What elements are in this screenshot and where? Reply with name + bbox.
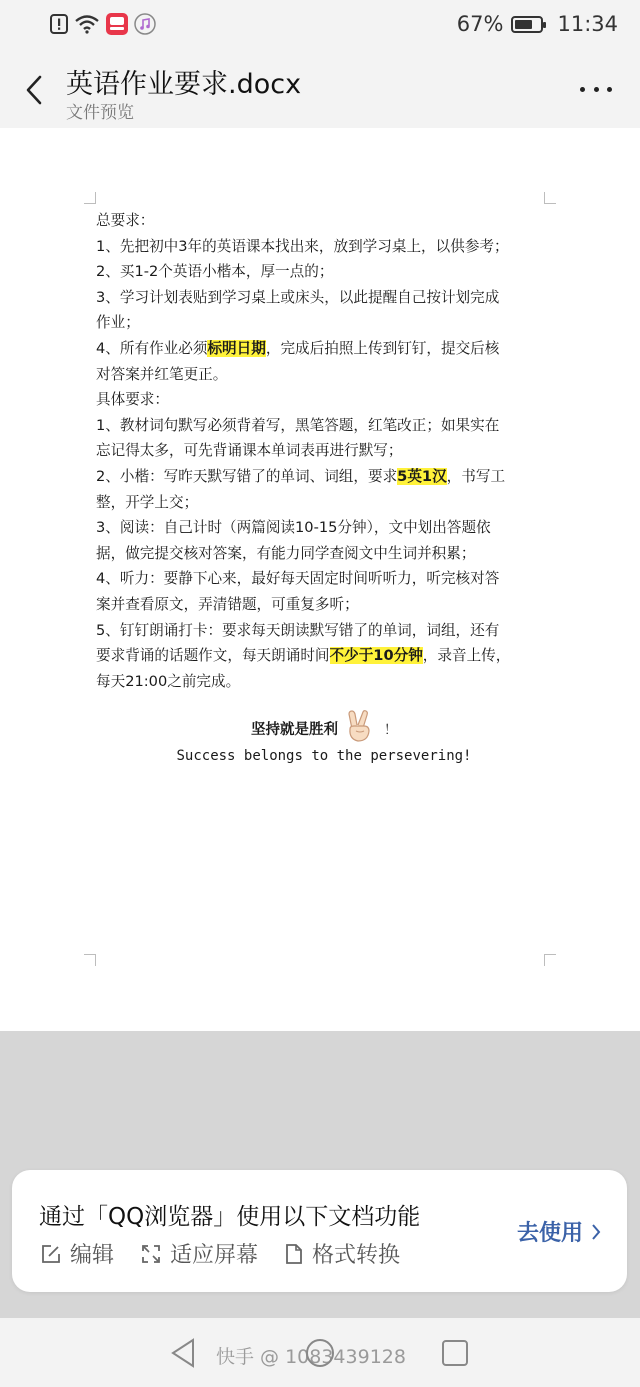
motto [96, 710, 552, 764]
status-bar [0, 0, 640, 52]
more-options-button[interactable] [580, 80, 612, 98]
document-line [96, 643, 552, 669]
line-text: 每天21:00之前完成。 [96, 672, 241, 690]
nav-recents-button[interactable] [438, 1336, 472, 1370]
line-text: 整，开学上交； [96, 493, 199, 511]
feature-list [40, 1238, 400, 1269]
line-text: 忘记得太多，可先背诵课本单词表再进行默写； [96, 442, 403, 460]
document-body [96, 208, 552, 694]
motto-chinese [96, 710, 552, 746]
more-dot-icon [580, 87, 585, 92]
motto-chinese-text: 坚持就是胜利 [250, 721, 338, 738]
line-text: ，完成后拍照上传到钉钉，提交后核 [265, 339, 500, 357]
line-text: 1、教材词句默写必须背着写，黑笔答题，红笔改正；如果实在 [96, 416, 500, 434]
fit-screen-icon [140, 1243, 162, 1265]
document-line [96, 285, 552, 311]
triangle-back-icon [169, 1337, 197, 1369]
document-line [96, 310, 552, 336]
document-line [96, 541, 552, 567]
document-line [96, 259, 552, 285]
document-line [96, 336, 552, 362]
square-recents-icon [440, 1338, 470, 1368]
line-text: ，录音上传， [422, 647, 511, 665]
qq-browser-app-icon [106, 12, 128, 36]
line-text: 4、听力：要静下心来，最好每天固定时间听听力，听完核对答 [96, 570, 500, 588]
line-text: 据，做完提交核对答案，有能力同学查阅文中生词并积累； [96, 544, 476, 562]
highlighted-text: 不少于10分钟 [329, 647, 423, 665]
document-line [96, 515, 552, 541]
line-text: 4、所有作业必须 [96, 339, 208, 357]
line-text: 5、钉钉朗诵打卡：要求每天朗读默写错了的单词，词组，还有 [96, 621, 500, 639]
page-subtitle: 文件预览 [66, 103, 134, 123]
go-use-label: 去使用 [516, 1221, 583, 1246]
back-button[interactable] [16, 70, 52, 110]
document-line [96, 234, 552, 260]
page-corner-mark [544, 954, 556, 966]
system-nav-bar [0, 1318, 640, 1387]
chevron-left-icon [24, 74, 44, 106]
battery-icon [511, 16, 543, 33]
nav-back-button[interactable] [166, 1336, 200, 1370]
document-line [96, 618, 552, 644]
clock: 11:34 [557, 12, 618, 36]
page-title: 英语作业要求.docx [66, 69, 302, 100]
app-header [0, 52, 640, 128]
document-line [96, 438, 552, 464]
victory-hand-icon [344, 709, 374, 747]
more-dot-icon [607, 87, 612, 92]
motto-exclamation: ！ [383, 722, 397, 738]
feature-fit-screen[interactable] [140, 1238, 258, 1269]
feature-convert[interactable] [284, 1238, 400, 1269]
edit-icon [40, 1243, 62, 1265]
line-text: 具体要求： [96, 391, 169, 409]
document-line [96, 208, 552, 234]
nav-home-button[interactable] [303, 1336, 337, 1370]
highlighted-text: 5英1汉 [397, 467, 447, 485]
kuaishou-watermark: 快手 @ 1083439128 [216, 1346, 406, 1368]
feature-edit-label: 编辑 [70, 1243, 115, 1268]
document-line [96, 490, 552, 516]
document-line [96, 362, 552, 388]
wifi-icon [74, 12, 100, 36]
document-page[interactable] [0, 128, 640, 1031]
battery-fill [515, 20, 531, 29]
circle-home-icon [304, 1337, 336, 1369]
line-text: 2、小楷：写昨天默写错了的单词、词组，要求 [96, 467, 398, 485]
feature-fit-screen-label: 适应屏幕 [170, 1243, 259, 1268]
page-corner-mark [84, 954, 96, 966]
page-corner-mark [544, 192, 556, 204]
line-text: 1、先把初中3年的英语课本找出来，放到学习桌上，以供参考； [96, 237, 509, 255]
feature-convert-label: 格式转换 [312, 1243, 401, 1268]
line-text: ，书写工 [446, 467, 506, 485]
sheet-title: 通过「QQ浏览器」使用以下文档功能 [39, 1204, 421, 1230]
line-text: 总要求： [96, 212, 155, 229]
battery-percent: 67% [456, 12, 504, 36]
music-icon [134, 12, 156, 36]
document-icon [284, 1243, 304, 1265]
document-line [96, 592, 552, 618]
highlighted-text: 标明日期 [207, 339, 266, 357]
page-corner-mark [84, 192, 96, 204]
go-use-button[interactable] [517, 1216, 601, 1247]
line-text: 要求背诵的话题作文，每天朗诵时间 [96, 647, 330, 665]
document-line [96, 387, 552, 413]
line-text: 3、阅读：自己计时（两篇阅读10-15分钟），文中划出答题依 [96, 519, 491, 537]
line-text: 案并查看原文，弄清错题，可重复多听； [96, 595, 359, 613]
feature-edit[interactable] [40, 1238, 114, 1269]
chevron-right-icon [591, 1223, 601, 1241]
motto-english: Success belongs to the persevering! [176, 748, 472, 764]
line-text: 3、学习计划表贴到学习桌上或床头，以此提醒自己按计划完成 [96, 288, 500, 306]
status-left-icons [50, 12, 156, 36]
document-line [96, 566, 552, 592]
more-dot-icon [594, 87, 599, 92]
document-line [96, 669, 552, 695]
line-text: 2、买1-2个英语小楷本，厚一点的； [96, 263, 334, 281]
line-text: 对答案并红笔更正。 [96, 365, 228, 383]
open-with-qq-browser-sheet[interactable] [12, 1170, 627, 1292]
document-line [96, 413, 552, 439]
document-line [96, 464, 552, 490]
line-text: 作业； [96, 314, 140, 332]
status-right [457, 12, 618, 36]
alert-icon [50, 12, 68, 36]
